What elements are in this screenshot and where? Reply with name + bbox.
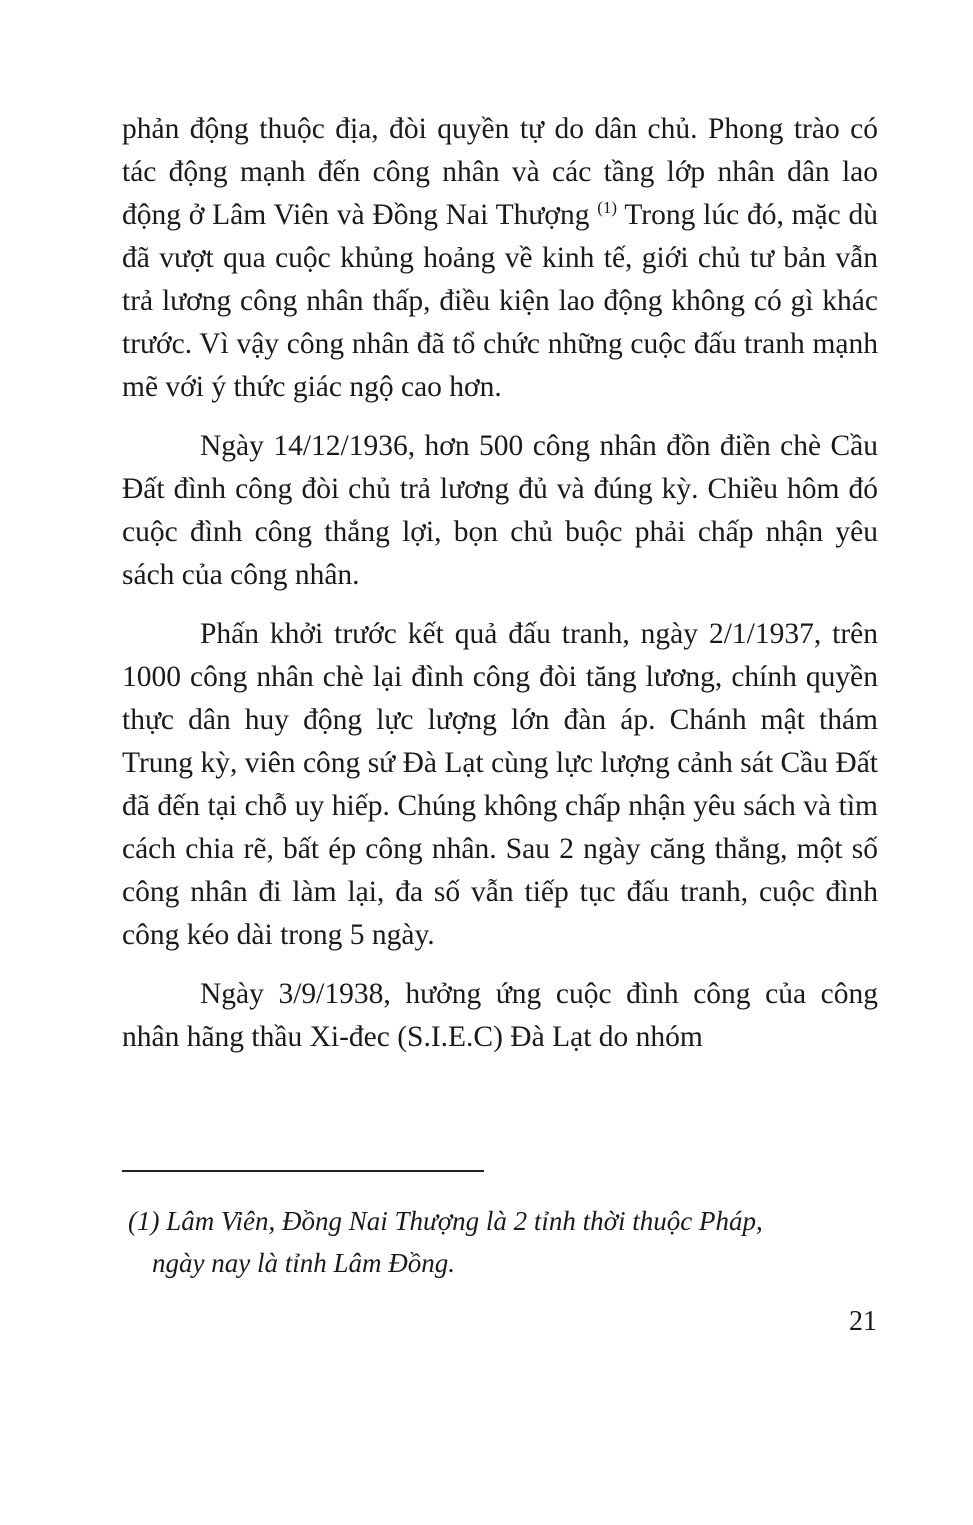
paragraph-4: Ngày 3/9/1938, hưởng ứng cuộc đình công của công nhân hãng thầu Xi-đec (S.I.E.C) Đà Lạt do nhóm bbox=[122, 978, 878, 1053]
footnote bbox=[128, 1200, 880, 1284]
footnote-line-2: ngày nay là tỉnh Lâm Đồng. bbox=[152, 1248, 455, 1278]
page-number: 21 bbox=[849, 1306, 877, 1337]
paragraph-1 bbox=[122, 108, 878, 409]
paragraph-1-continuation: Trong lúc đó, mặc dù đã vượt qua cuộc khủng hoảng về kinh tế, giới chủ tư bản vẫn trả lương công nhân thấp, điều kiện lao động không có gì khác trước. Vì vậy công nhân đã tổ chức những cuộc đấu tranh mạnh mẽ với ý thức giác ngộ cao hơn. bbox=[122, 199, 879, 403]
paragraph-2: Ngày 14/12/1936, hơn 500 công nhân đồn điền chè Cầu Đất đình công đòi chủ trả lương đủ và đúng kỳ. Chiều hôm đó cuộc đình công thắng lợi, bọn chủ buộc phải chấp nhận yêu sách của công nhân. bbox=[122, 430, 878, 591]
main-text bbox=[122, 108, 878, 1075]
footnote-reference: (1) bbox=[597, 198, 618, 218]
footnote-line-1: (1) Lâm Viên, Đồng Nai Thượng là 2 tỉnh thời thuộc Pháp, bbox=[128, 1206, 763, 1236]
paragraph-3: Phấn khởi trước kết quả đấu tranh, ngày 2/1/1937, trên 1000 công nhân chè lại đình công đòi tăng lương, chính quyền thực dân huy động lực lượng lớn đàn áp. Chánh mật thám Trung kỳ, viên công sứ Đà Lạt cùng lực lượng cảnh sát Cầu Đất đã đến tại chỗ uy hiếp. Chúng không chấp nhận yêu sách và tìm cách chia rẽ, bất ép công nhân. Sau 2 ngày căng thẳng, một số công nhân đi làm lại, đa số vẫn tiếp tục đấu tranh, cuộc đình công kéo dài trong 5 ngày. bbox=[122, 618, 878, 951]
paragraph-1-text: phản động thuộc địa, đòi quyền tự do dân chủ. Phong trào có tác động mạnh đến công nhân và các tầng lớp nhân dân lao động ở Lâm Viên và Đồng Nai Thượng bbox=[122, 113, 878, 231]
footnote-divider bbox=[122, 1170, 484, 1172]
